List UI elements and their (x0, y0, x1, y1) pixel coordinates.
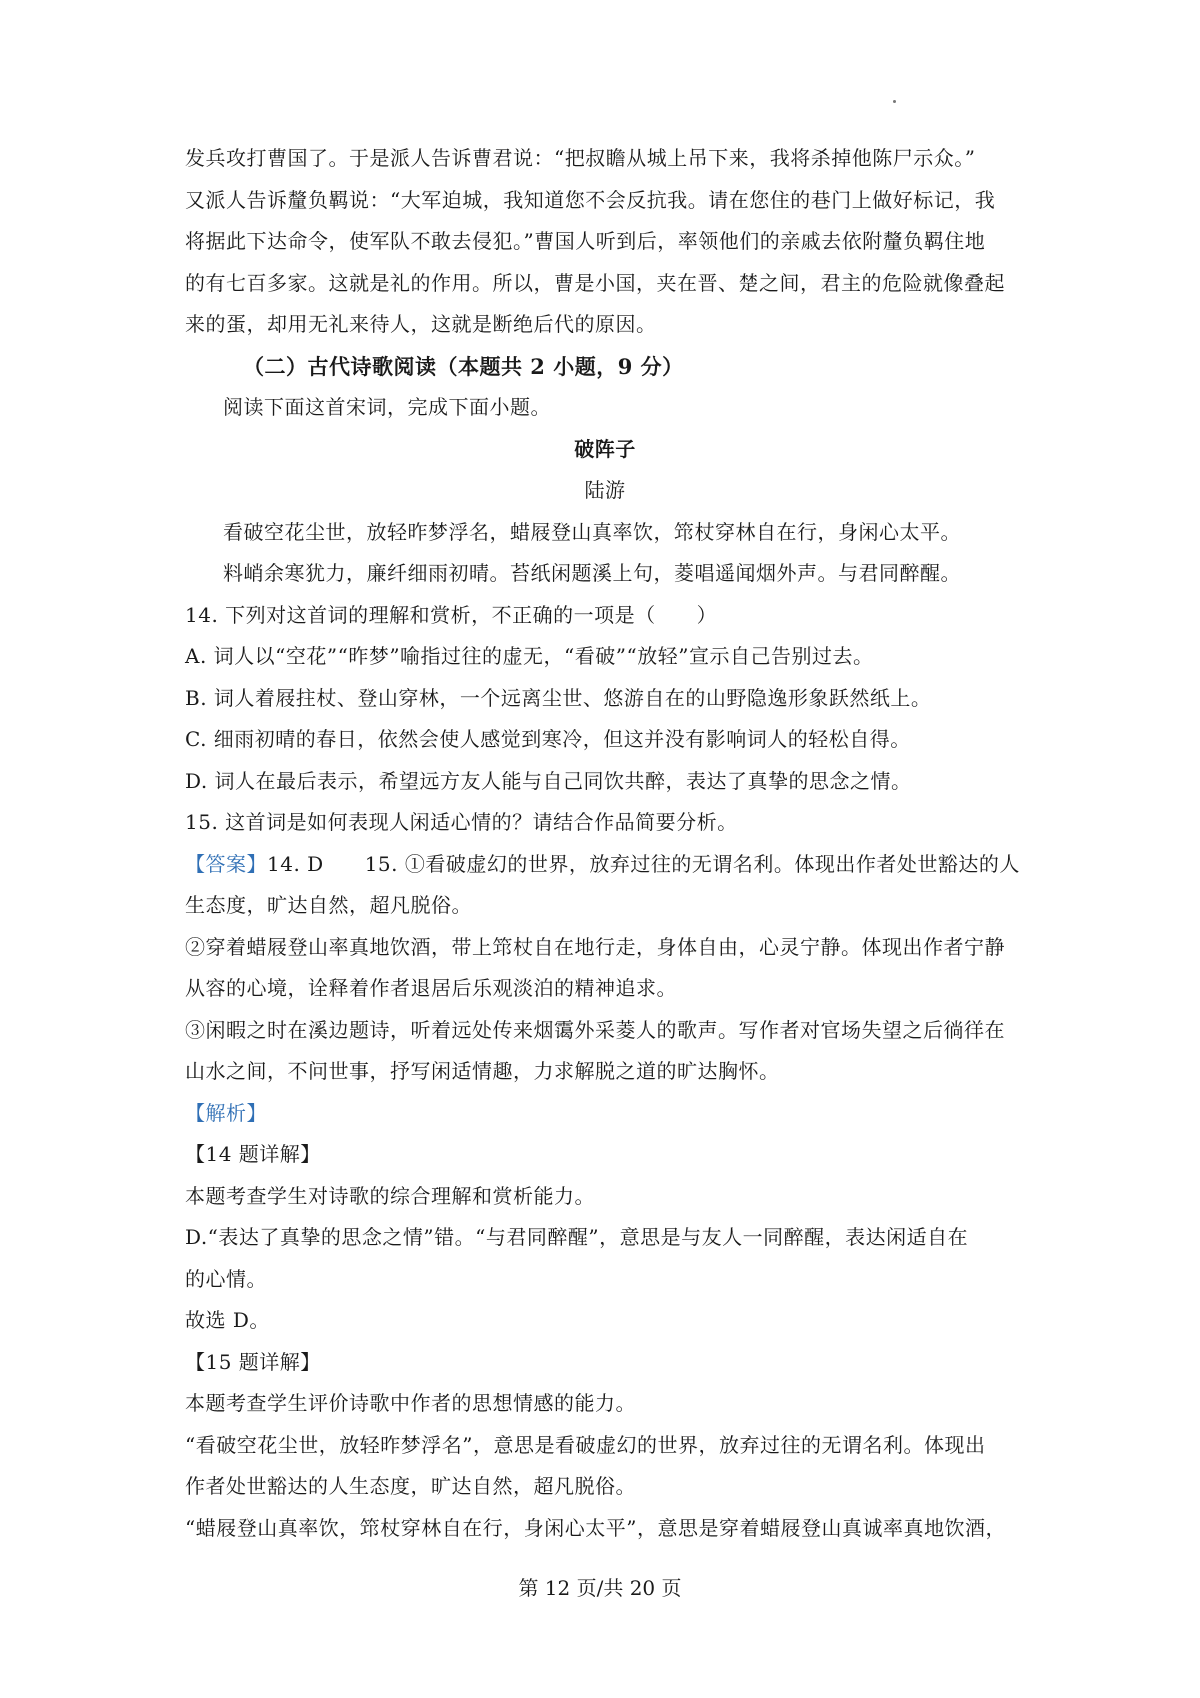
analysis-line: 的心情。 (185, 1266, 267, 1291)
option-a: A. 词人以“空花”“昨梦”喻指过往的虚无，“看破”“放轻”宣示自己告别过去。 (185, 644, 874, 668)
poem-line: 料峭余寒犹力，廉纤细雨初晴。苔纸闲题溪上句，菱唱遥闻烟外声。与君同醉醒。 (223, 561, 961, 585)
analysis-line: D.“表达了真挚的思念之情”错。“与君同醉醒”，意思是与友人一同醉醒，表达闲适自在 (185, 1225, 969, 1249)
analysis-line: 作者处世豁达的人生态度，旷达自然，超凡脱俗。 (185, 1474, 636, 1498)
analysis-line: 本题考查学生对诗歌的综合理解和赏析能力。 (185, 1183, 595, 1208)
answer-text: 14. D 15. ①看破虚幻的世界，放弃过往的无谓名利。体现出作者处世豁达的人 (267, 851, 1020, 876)
option-d: D. 词人在最后表示，希望远方友人能与自己同饮共醉，表达了真挚的思念之情。 (185, 768, 912, 793)
analysis-line: 本题考查学生评价诗歌中作者的思想情感的能力。 (185, 1391, 636, 1415)
translation-line: 的有七百多家。这就是礼的作用。所以，曹是小国，夹在晋、楚之间，君主的危险就像叠起 (185, 270, 1005, 295)
answer-line: ③闲暇之时在溪边题诗，听着远处传来烟霭外采菱人的歌声。写作者对官场失望之后徜徉在 (185, 1017, 1005, 1042)
page-footer: 第 12 页/共 20 页 (518, 1576, 682, 1600)
answer-line: 生态度，旷达自然，超凡脱俗。 (185, 893, 472, 917)
poem-title: 破阵子 (574, 436, 636, 461)
question-15-stem: 15. 这首词是如何表现人闲适心情的？请结合作品简要分析。 (185, 810, 738, 834)
analysis-line: 故选 D。 (185, 1308, 270, 1332)
scan-dot (893, 100, 896, 103)
analysis-line: 【14 题详解】 (185, 1142, 321, 1166)
poem-line: 看破空花尘世，放轻昨梦浮名，蜡屐登山真率饮，筇杖穿林自在行，身闲心太平。 (223, 519, 961, 544)
analysis-line: “看破空花尘世，放轻昨梦浮名”，意思是看破虚幻的世界，放弃过往的无谓名利。体现出 (185, 1432, 986, 1457)
answer-first-line (185, 844, 1025, 886)
translation-line: 来的蛋，却用无礼来待人，这就是断绝后代的原因。 (185, 312, 657, 336)
analysis-line: “蜡屐登山真率饮，筇杖穿林自在行，身闲心太平”，意思是穿着蜡屐登山真诚率真地饮酒， (185, 1515, 1006, 1540)
page-content (185, 138, 1025, 1549)
answer-line: 从容的心境，诠释着作者退居后乐观淡泊的精神追求。 (185, 976, 677, 1000)
answer-label: 【答案】 (185, 851, 267, 876)
translation-line: 将据此下达命令，使军队不敢去侵犯。”曹国人听到后，率领他们的亲戚去依附釐负羁住地 (185, 229, 986, 253)
analysis-line: 【15 题详解】 (185, 1349, 321, 1374)
answer-line: ②穿着蜡屐登山率真地饮酒，带上筇杖自在地行走，身体自由，心灵宁静。体现出作者宁静 (185, 934, 1005, 959)
section-heading: （二）古代诗歌阅读（本题共 2 小题，9 分） (243, 353, 684, 379)
question-14-stem: 14. 下列对这首词的理解和赏析，不正确的一项是（ ） (185, 602, 718, 627)
translation-line: 又派人告诉釐负羁说：“大军迫城，我知道您不会反抗我。请在您住的巷门上做好标记，我 (185, 187, 996, 212)
analysis-label: 【解析】 (185, 1100, 267, 1125)
instruction: 阅读下面这首宋词，完成下面小题。 (223, 395, 551, 419)
option-c: C. 细雨初晴的春日，依然会使人感觉到寒冷，但这并没有影响词人的轻松自得。 (185, 727, 911, 751)
answer-line: 山水之间，不问世事，抒写闲适情趣，力求解脱之道的旷达胸怀。 (185, 1059, 780, 1083)
poem-author: 陆游 (584, 478, 626, 502)
option-b: B. 词人着屐拄杖、登山穿林，一个远离尘世、悠游自在的山野隐逸形象跃然纸上。 (185, 685, 932, 710)
translation-line: 发兵攻打曹国了。于是派人告诉曹君说：“把叔瞻从城上吊下来，我将杀掉他陈尸示众。” (185, 146, 976, 170)
